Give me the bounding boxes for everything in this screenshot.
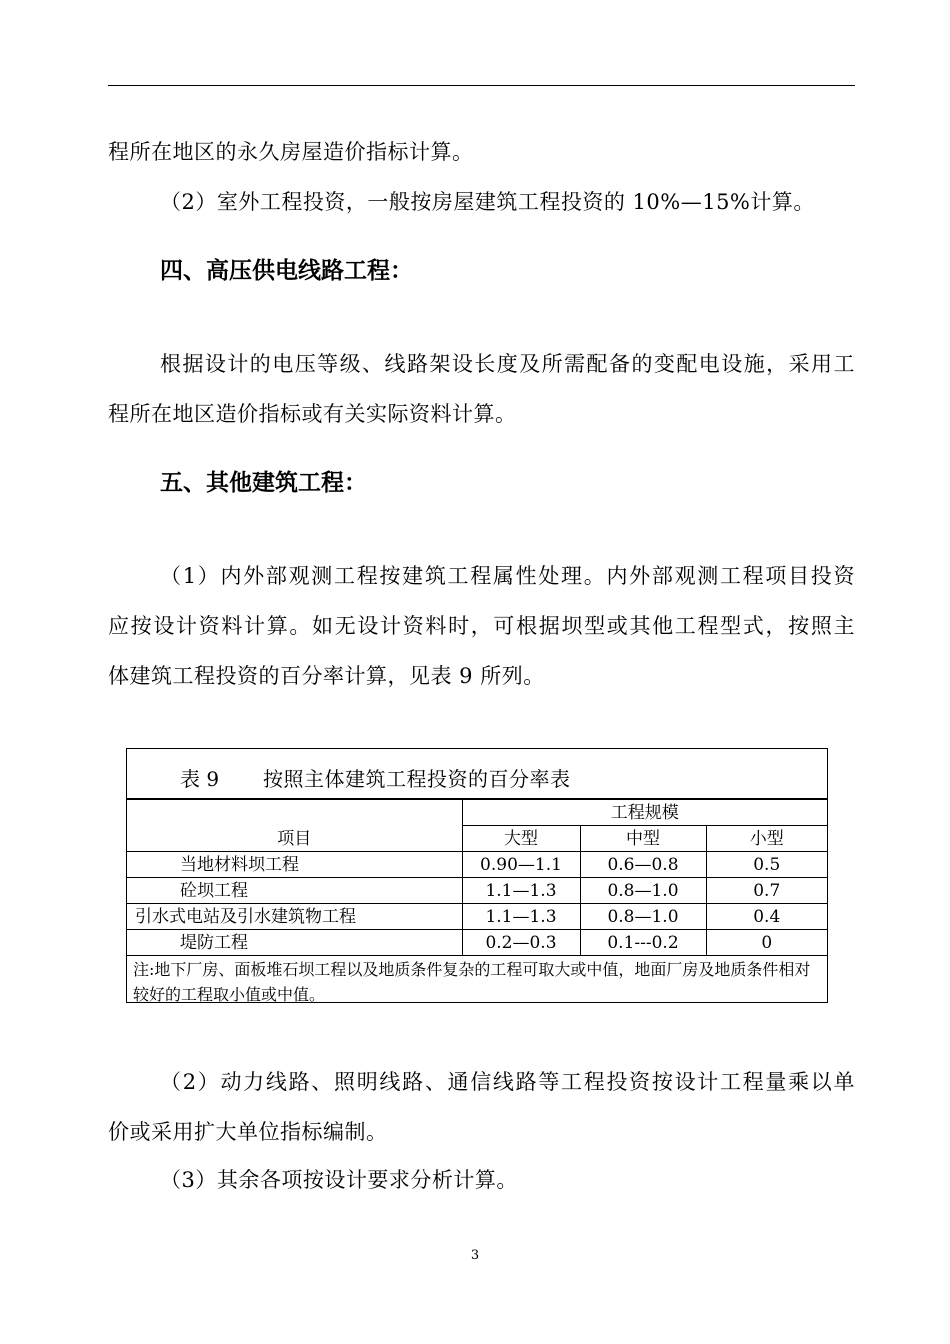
header-large: 大型 [462,826,580,852]
row-item: 引水式电站及引水建筑物工程 [127,904,462,930]
row-medium: 0.8—1.0 [580,878,706,904]
row-small: 0.4 [706,904,827,930]
table-row [127,904,827,930]
table-grid [127,799,827,1009]
row-item: 堤防工程 [127,930,462,956]
paragraph-power-lines-2: 价或采用扩大单位指标编制。 [108,1120,388,1144]
paragraph-observation-line-2: 应按设计资料计算。如无设计资料时，可根据坝型或其他工程型式，按照主 [108,614,855,638]
row-medium: 0.8—1.0 [580,904,706,930]
header-medium: 中型 [580,826,706,852]
table-row [127,930,827,956]
table-row [127,852,827,878]
row-large: 1.1—1.3 [462,878,580,904]
header-item: 项目 [127,800,462,852]
row-large: 0.2—0.3 [462,930,580,956]
page-number: 3 [470,1248,480,1263]
row-item: 砼坝工程 [127,878,462,904]
section-heading-4: 四、高压供电线路工程： [160,258,413,284]
row-medium: 0.6—0.8 [580,852,706,878]
percentage-table [126,748,828,1003]
paragraph-hv-line-1: 根据设计的电压等级、线路架设长度及所需配备的变配电设施，采用工 [160,352,855,376]
row-medium: 0.1---0.2 [580,930,706,956]
paragraph-observation-line-3: 体建筑工程投资的百分率计算，见表 9 所列。 [108,664,545,688]
header-rule [108,85,855,86]
header-scale: 工程规模 [462,800,827,826]
row-large: 1.1—1.3 [462,904,580,930]
table-caption [127,749,827,799]
row-item: 当地材料坝工程 [127,852,462,878]
row-small: 0.7 [706,878,827,904]
table-note: 注:地下厂房、面板堆石坝工程以及地质条件复杂的工程可取大或中值，地面厂房及地质条件相对较好的工程取小值或中值。 [127,956,827,1010]
paragraph-outdoor-works: （2）室外工程投资，一般按房屋建筑工程投资的 10%—15%计算。 [160,190,815,214]
table-title: 按照主体建筑工程投资的百分率表 [263,767,571,791]
row-small: 0 [706,930,827,956]
section-heading-5: 五、其他建筑工程： [160,470,367,496]
header-small: 小型 [706,826,827,852]
paragraph-other-items: （3）其余各项按设计要求分析计算。 [160,1168,518,1192]
row-large: 0.90—1.1 [462,852,580,878]
row-small: 0.5 [706,852,827,878]
paragraph-observation-line-1: （1）内外部观测工程按建筑工程属性处理。内外部观测工程项目投资 [160,564,855,588]
paragraph-power-lines-1: （2）动力线路、照明线路、通信线路等工程投资按设计工程量乘以单 [160,1070,855,1094]
table-number: 表 9 [180,767,220,791]
table-row [127,878,827,904]
paragraph-continuation: 程所在地区的永久房屋造价指标计算。 [108,140,474,164]
paragraph-hv-line-2: 程所在地区造价指标或有关实际资料计算。 [108,402,517,426]
